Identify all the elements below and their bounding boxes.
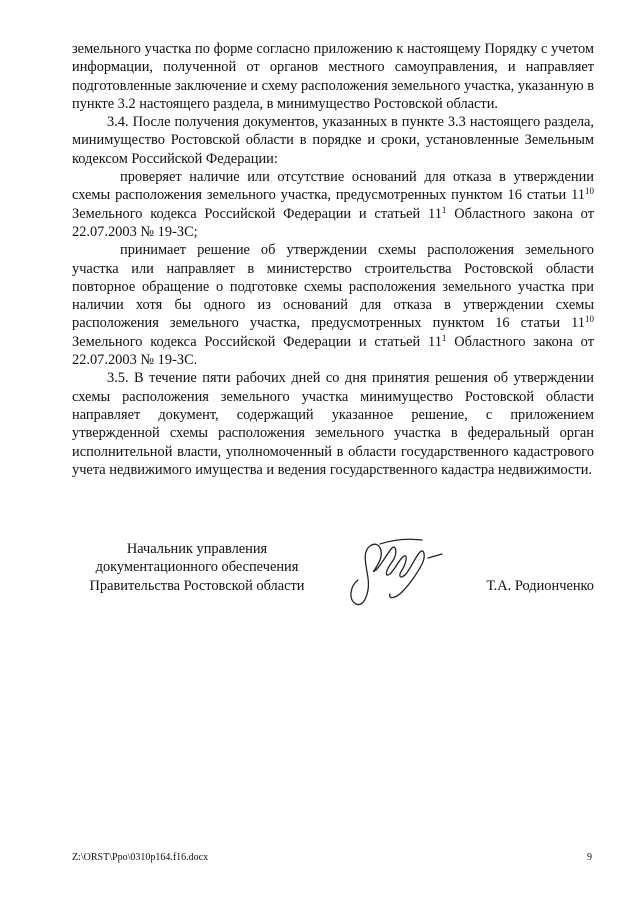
text-run: Земельного кодекса Российской Федерации и статьей 11 bbox=[72, 205, 442, 222]
paragraph-check-grounds bbox=[72, 168, 594, 241]
superscript: 10 bbox=[585, 186, 594, 197]
file-path: Z:\ORST\Ppo\0310p164.f16.docx bbox=[72, 852, 209, 863]
superscript: 1 bbox=[441, 204, 447, 215]
text-run: Областного закона от 22.07.2003 № 19-ЗС; bbox=[72, 205, 594, 240]
position-line-3: Правительства Ростовской области bbox=[89, 577, 305, 594]
text-run: Областного закона от 22.07.2003 № 19-ЗС. bbox=[72, 333, 594, 369]
superscript: 10 bbox=[585, 314, 594, 325]
position-line-2: документационного обеспечения bbox=[95, 559, 299, 576]
paragraph-decision bbox=[72, 241, 594, 369]
page-number: 9 bbox=[587, 852, 592, 863]
paragraph-1: земельного участка по форме согласно приложению к настоящему Порядку с учетом информации, полученной от органов местного самоуправления, и направляет подготовленные заключение и схему расположения земельного участка, указанную в пункте 3.2 настоящего раздела, в минимущество Ростовской области. bbox=[72, 41, 594, 112]
signer-position bbox=[72, 540, 322, 595]
signature-block bbox=[72, 540, 594, 620]
position-line-1: Начальник управления bbox=[126, 541, 268, 557]
handwritten-signature bbox=[340, 534, 460, 614]
document-body bbox=[72, 40, 594, 479]
text-run: проверяет наличие или отсутствие оснований для отказа в утверждении схемы расположения земельного участка, предусмотренных пунктом 16 статьи 11 bbox=[72, 169, 594, 204]
text-run: принимает решение об утверждении схемы расположения земельного участка или направляет в министерство строительства Ростовской области повторное обращение о подготовке схемы расположения земельного участка при наличии хотя бы одного из оснований для отказа в утверждении схемы расположения земельного участка, предусмотренных пунктом 16 статьи 11 bbox=[72, 242, 594, 332]
text-run: Земельного кодекса Российской Федерации и статьей 11 bbox=[72, 333, 442, 350]
signer-name: Т.А. Родионченко bbox=[486, 578, 594, 594]
paragraph-3-4: 3.4. После получения документов, указанных в пункте 3.3 настоящего раздела, минимущество Ростовской области в порядке и сроки, установленные Земельным кодексом Российской Федерации: bbox=[72, 114, 594, 167]
paragraph-3-5: 3.5. В течение пяти рабочих дней со дня принятия решения об утверждении схемы расположения земельного участка минимущество Ростовской области направляет документ, содержащий указанное решение, с приложением утвержденной схемы расположения земельного участка в федеральный орган исполнительной власти, уполномоченный в области государственного кадастрового учета недвижимого имущества и ведения государственного кадастра недвижимости. bbox=[72, 370, 594, 478]
superscript: 1 bbox=[441, 332, 447, 343]
